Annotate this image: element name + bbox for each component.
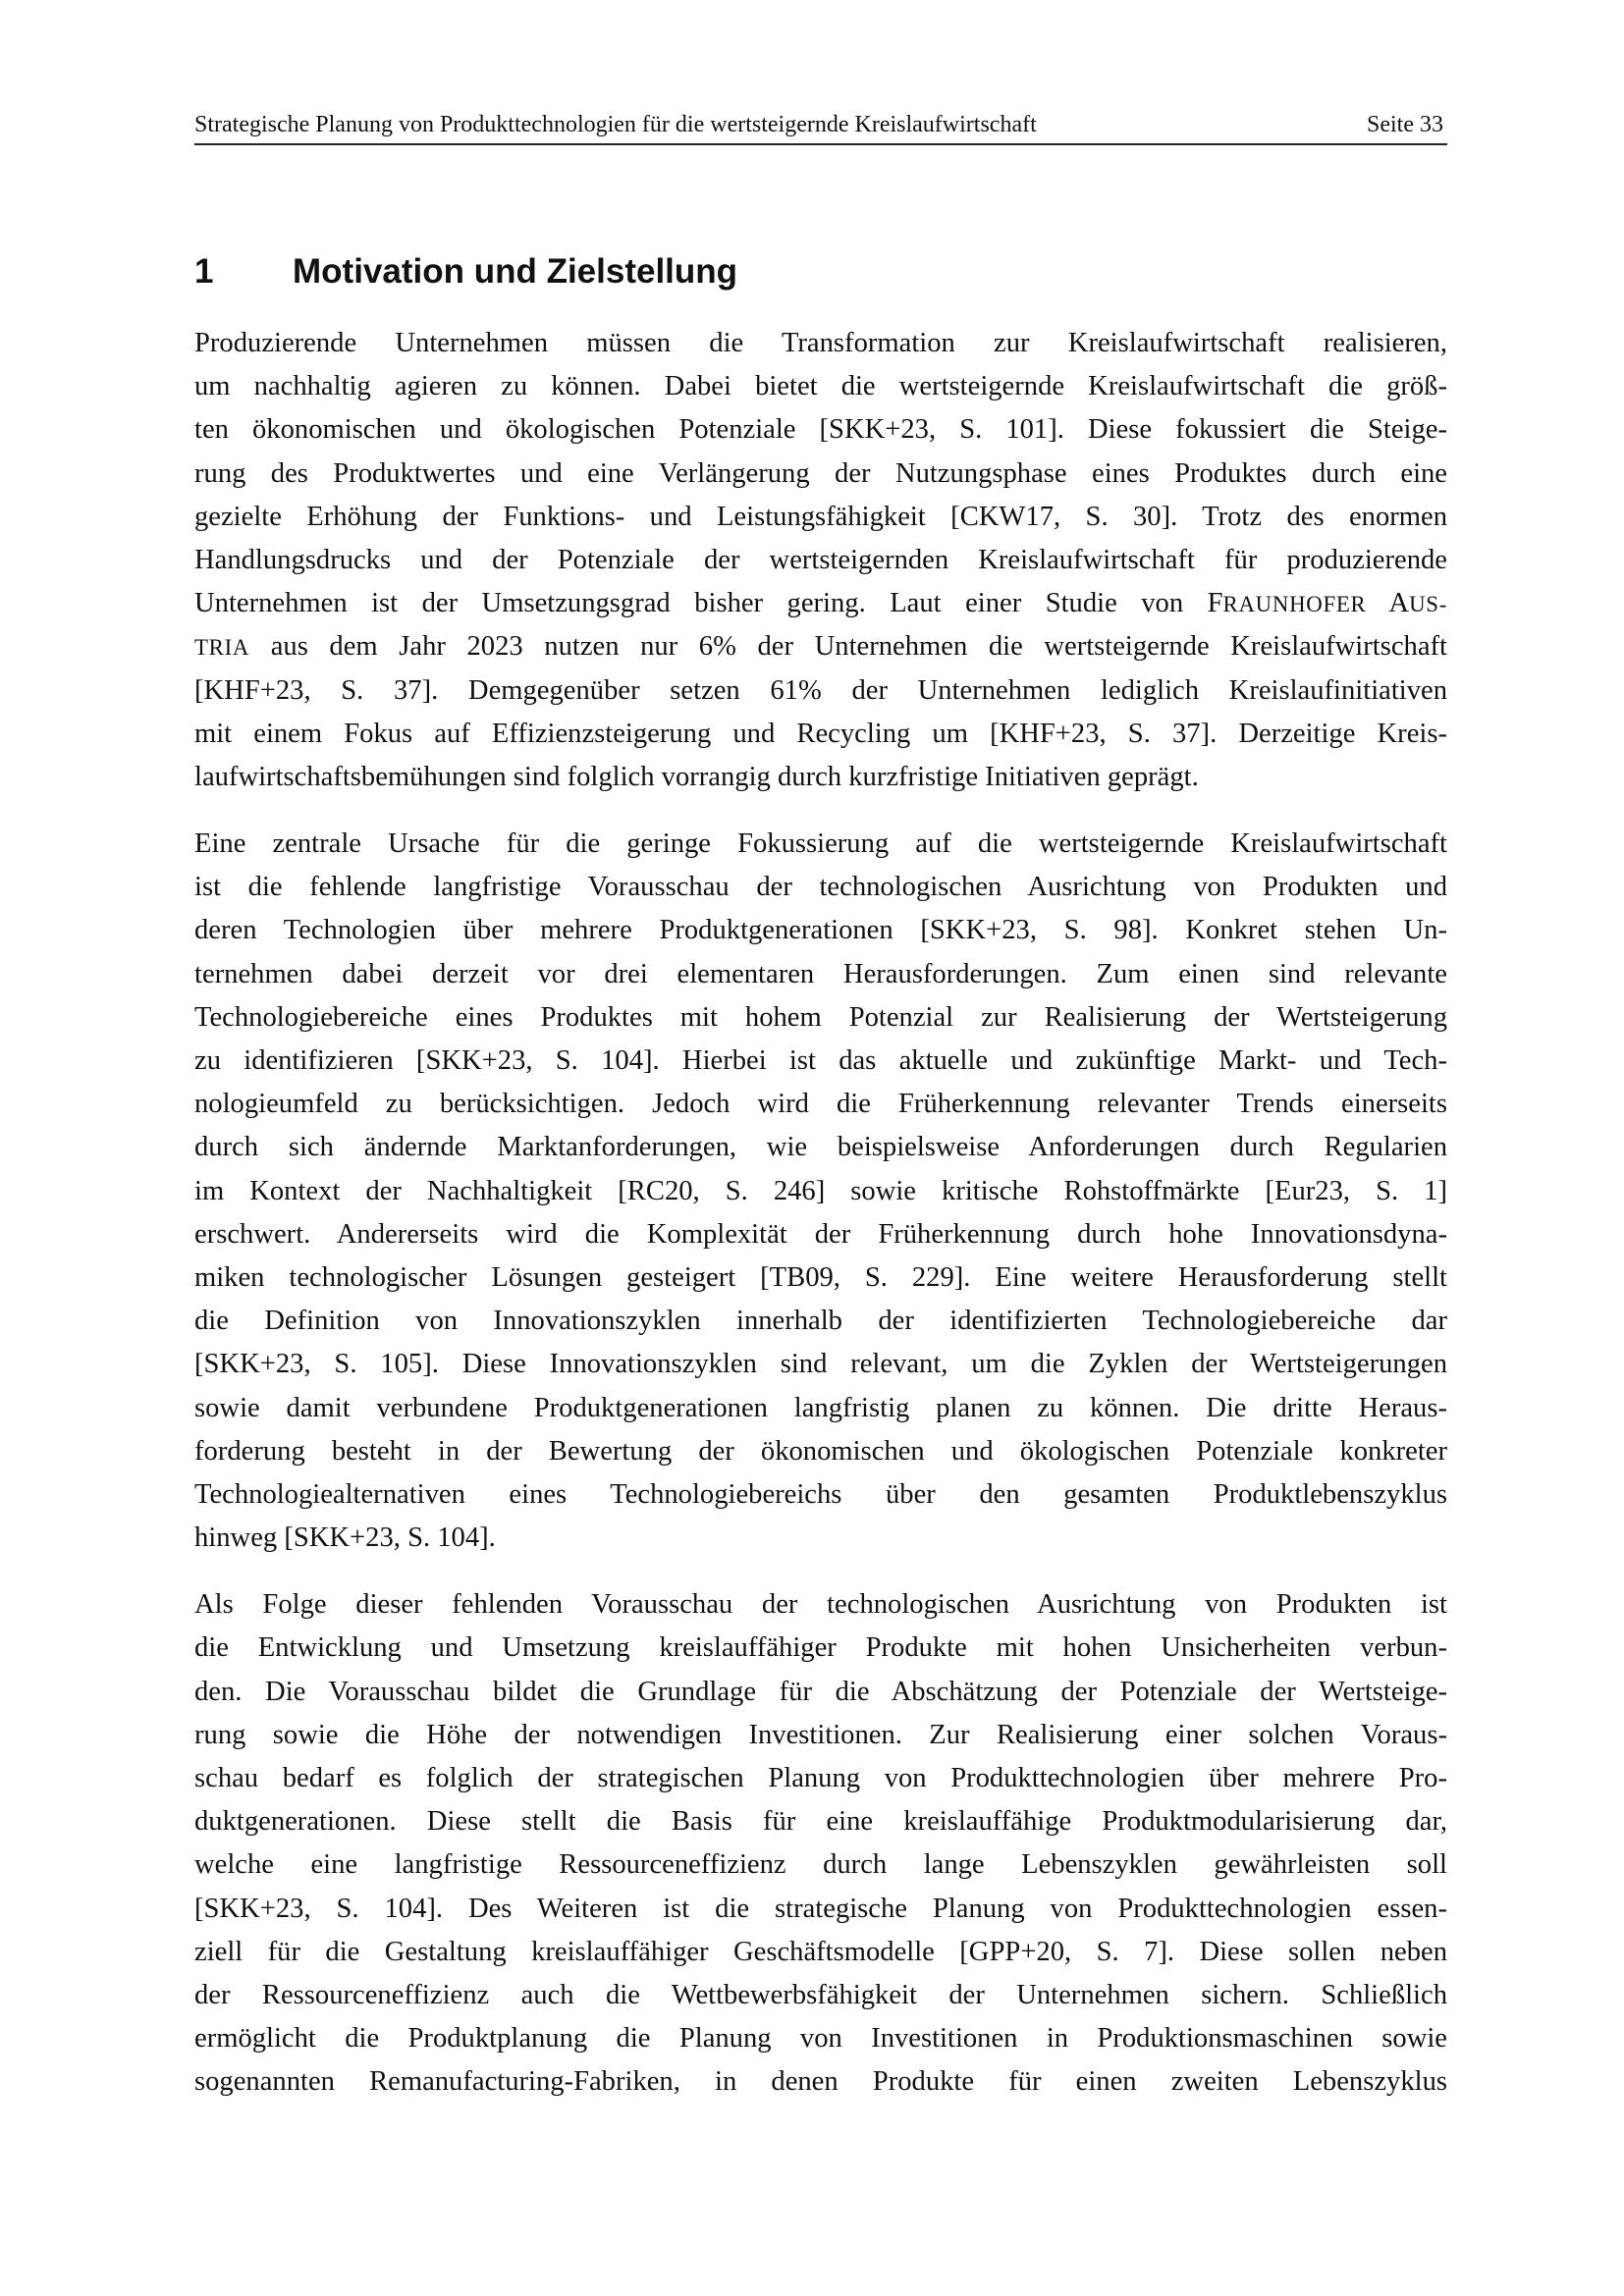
text-line: sowie damit verbundene Produktgenerationen langfristig planen zu können. Die dritte Heraus- <box>194 1392 1447 1423</box>
small-caps-text: RAUNHOFER <box>1222 592 1367 617</box>
text-line: Handlungsdrucks und der Potenziale der wertsteigernden Kreislaufwirtschaft für produzierende <box>194 544 1447 575</box>
text-line: forderung besteht in der Bewertung der ökonomischen und ökologischen Potenziale konkreter <box>194 1435 1447 1467</box>
text-line: Technologiebereiche eines Produktes mit hohem Potenzial zur Realisierung der Wertsteigerung <box>194 1001 1447 1033</box>
paragraph-3 <box>194 1583 1447 2104</box>
paragraph-2 <box>194 823 1447 1560</box>
text-line: zu identifizieren [SKK+23, S. 104]. Hierbei ist das aktuelle und zukünftige Markt- und Tech- <box>194 1045 1447 1076</box>
text-fragment: aus dem Jahr 2023 nutzen nur 6% der Unternehmen die wertsteigernde Kreislaufwirtschaft <box>249 631 1447 663</box>
small-caps-initial: A <box>1388 588 1410 619</box>
small-caps-text: TRIA <box>194 635 250 661</box>
small-caps-text: US- <box>1409 592 1447 617</box>
header-title: Strategische Planung von Produkttechnologien für die wertsteigernde Kreislaufwirtschaft <box>194 112 1037 137</box>
text-line: ternehmen dabei derzeit vor drei elementaren Herausforderungen. Zum einen sind relevante <box>194 958 1447 989</box>
text-line: erschwert. Andererseits wird die Komplexität der Früherkennung durch hohe Innovationsdyna- <box>194 1218 1447 1250</box>
text-line: sogenannten Remanufacturing-Fabriken, in denen Produkte für einen zweiten Lebenszyklus <box>194 2066 1447 2098</box>
text-line: rung sowie die Höhe der notwendigen Investitionen. Zur Realisierung einer solchen Voraus- <box>194 1719 1447 1750</box>
text-line: Als Folge dieser fehlenden Vorausschau der technologischen Ausrichtung von Produkten ist <box>194 1589 1447 1621</box>
text-line: um nachhaltig agieren zu können. Dabei bietet die wertsteigernde Kreislaufwirtschaft die größ- <box>194 371 1447 402</box>
text-line: [KHF+23, S. 37]. Demgegenüber setzen 61% der Unternehmen lediglich Kreislaufinitiativen <box>194 674 1447 706</box>
text-line: duktgenerationen. Diese stellt die Basis für eine kreislauffähige Produktmodularisierung dar, <box>194 1806 1447 1838</box>
text-line: nologieumfeld zu berücksichtigen. Jedoch wird die Früherkennung relevanter Trends einerseits <box>194 1089 1447 1120</box>
text-line: der Ressourceneffizienz auch die Wettbewerbsfähigkeit der Unternehmen sichern. Schließlich <box>194 1979 1447 2010</box>
text-line: mit einem Fokus auf Effizienzsteigerung und Recycling um [KHF+23, S. 37]. Derzeitige Kreis- <box>194 718 1447 749</box>
text-line: miken technologischer Lösungen gesteigert [TB09, S. 229]. Eine weitere Herausforderung stellt <box>194 1261 1447 1293</box>
text-line: Technologiealternativen eines Technologiebereichs über den gesamten Produktlebenszyklus <box>194 1478 1447 1510</box>
section-title: Motivation und Zielstellung <box>293 252 738 291</box>
text-line: gezielte Erhöhung der Funktions- und Leistungsfähigkeit [CKW17, S. 30]. Trotz des enormen <box>194 501 1447 532</box>
text-line: rung des Produktwertes und eine Verlängerung der Nutzungsphase eines Produktes durch eine <box>194 457 1447 489</box>
text-line: welche eine langfristige Ressourceneffizienz durch lange Lebenszyklen gewährleisten soll <box>194 1849 1447 1881</box>
text-line: den. Die Vorausschau bildet die Grundlage für die Abschätzung der Potenziale der Wertsteige- <box>194 1676 1447 1707</box>
text-line: Produzierende Unternehmen müssen die Transformation zur Kreislaufwirtschaft realisieren, <box>194 328 1447 358</box>
paragraph-1 <box>194 322 1447 799</box>
text-line: hinweg [SKK+23, S. 104]. <box>194 1522 496 1554</box>
text-line: im Kontext der Nachhaltigkeit [RC20, S. 246] sowie kritische Rohstoffmärkte [Eur23, S. 1] <box>194 1175 1447 1206</box>
page-number: Seite 33 <box>1367 112 1443 137</box>
text-line: ermöglicht die Produktplanung die Planung von Investitionen in Produktionsmaschinen sowie <box>194 2023 1447 2055</box>
text-line <box>194 582 1447 625</box>
text-line: [SKK+23, S. 105]. Diese Innovationszyklen sind relevant, um die Zyklen der Wertsteigerungen <box>194 1349 1447 1380</box>
text-line: deren Technologien über mehrere Produktgenerationen [SKK+23, S. 98]. Konkret stehen Un- <box>194 915 1447 946</box>
text-line: schau bedarf es folglich der strategischen Planung von Produkttechnologien über mehrere Pro- <box>194 1763 1447 1793</box>
text-line: die Definition von Innovationszyklen innerhalb der identifizierten Technologiebereiche dar <box>194 1306 1447 1337</box>
body-text <box>194 322 1447 2128</box>
text-line: durch sich ändernde Marktanforderungen, wie beispielsweise Anforderungen durch Regularien <box>194 1132 1447 1163</box>
text-line: Eine zentrale Ursache für die geringe Fokussierung auf die wertsteigernde Kreislaufwirtschaft <box>194 828 1447 860</box>
text-fragment: Unternehmen ist der Umsetzungsgrad bisher gering. Laut einer Studie von <box>194 588 1208 619</box>
text-line: [SKK+23, S. 104]. Des Weiteren ist die strategische Planung von Produkttechnologien essen- <box>194 1893 1447 1924</box>
running-header <box>194 110 1447 145</box>
text-line: ten ökonomischen und ökologischen Potenziale [SKK+23, S. 101]. Diese fokussiert die Steige- <box>194 414 1447 446</box>
small-caps-initial: F <box>1207 588 1223 619</box>
text-line: die Entwicklung und Umsetzung kreislauffähiger Produkte mit hohen Unsicherheiten verbun- <box>194 1632 1447 1664</box>
text-line: laufwirtschaftsbemühungen sind folglich vorrangig durch kurzfristige Initiativen geprägt. <box>194 761 1199 792</box>
section-heading <box>194 248 737 295</box>
text-line: ist die fehlende langfristige Vorausschau der technologischen Ausrichtung von Produkten und <box>194 872 1447 903</box>
text-line: ziell für die Gestaltung kreislauffähiger Geschäftsmodelle [GPP+20, S. 7]. Diese sollen neben <box>194 1936 1447 1967</box>
text-line <box>194 625 1447 668</box>
section-number: 1 <box>194 252 214 291</box>
